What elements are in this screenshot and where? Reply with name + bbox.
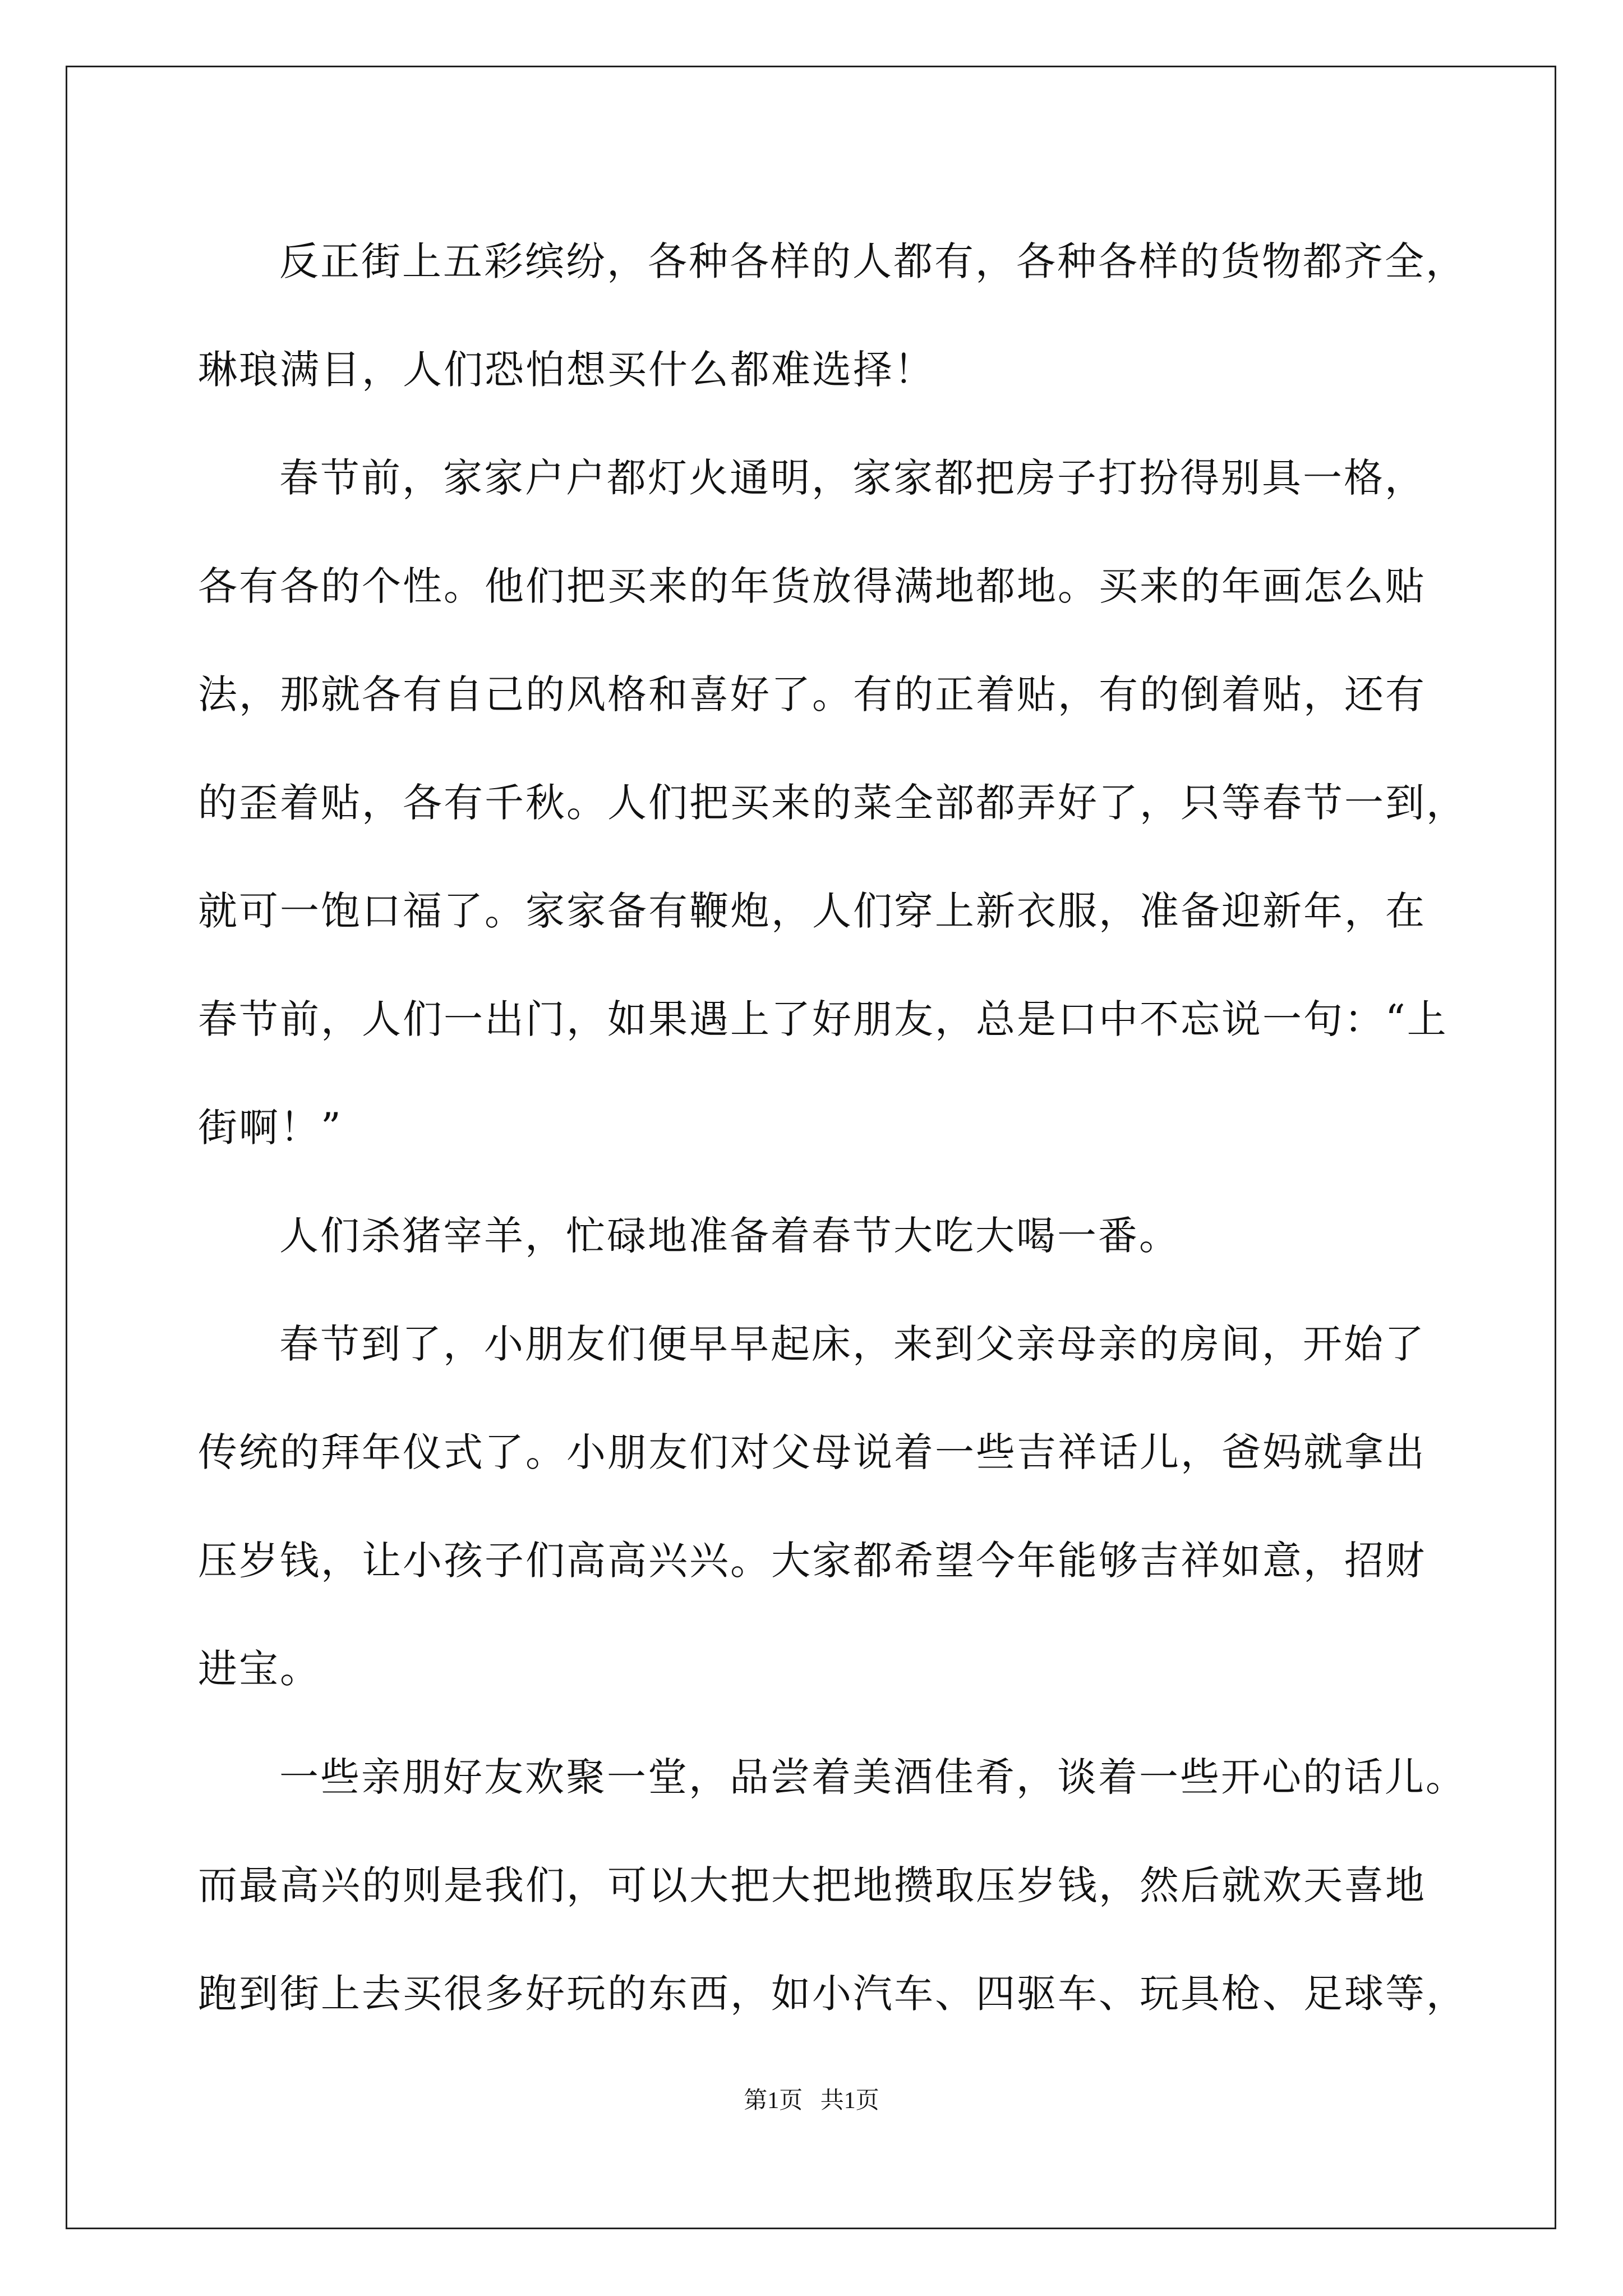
text-line: 进宝。 xyxy=(198,1646,321,1692)
page-footer: 第1页 共1页 xyxy=(744,2088,879,2114)
text-line: 传统的拜年仪式了。小朋友们对父母说着一些吉祥话儿，爸妈就拿出 xyxy=(198,1429,1426,1475)
text-line: 春节前，人们一出门，如果遇上了好朋友，总是口中不忘说一句：“上 xyxy=(198,996,1448,1042)
text-line: 街啊！” xyxy=(198,1105,343,1151)
text-line: 人们杀猪宰羊，忙碌地准备着春节大吃大喝一番。 xyxy=(279,1213,1180,1259)
document-body xyxy=(198,208,1465,2048)
text-line: 就可一饱口福了。家家备有鞭炮，人们穿上新衣服，准备迎新年，在 xyxy=(198,888,1426,934)
text-line: 琳琅满目，人们恐怕想买什么都难选择！ xyxy=(198,347,935,393)
text-line: 法，那就各有自己的风格和喜好了。有的正着贴，有的倒着贴，还有 xyxy=(198,671,1426,717)
text-line: 的歪着贴，各有千秋。人们把买来的菜全部都弄好了，只等春节一到， xyxy=(198,780,1467,826)
text-line: 而最高兴的则是我们，可以大把大把地攒取压岁钱，然后就欢天喜地 xyxy=(198,1862,1426,1908)
text-line: 春节前，家家户户都灯火通明，家家都把房子打扮得别具一格， xyxy=(279,455,1426,501)
text-line: 反正街上五彩缤纷，各种各样的人都有，各种各样的货物都齐全， xyxy=(279,238,1467,284)
text-line: 跑到街上去买很多好玩的东西，如小汽车、四驱车、玩具枪、足球等， xyxy=(198,1971,1467,2017)
text-line: 压岁钱，让小孩子们高高兴兴。大家都希望今年能够吉祥如意，招财 xyxy=(198,1538,1426,1584)
text-line: 各有各的个性。他们把买来的年货放得满地都地。买来的年画怎么贴 xyxy=(198,563,1426,609)
text-line: 春节到了，小朋友们便早早起床，来到父亲母亲的房间，开始了 xyxy=(279,1321,1426,1367)
text-line: 一些亲朋好友欢聚一堂，品尝着美酒佳肴，谈着一些开心的话儿。 xyxy=(279,1754,1467,1800)
